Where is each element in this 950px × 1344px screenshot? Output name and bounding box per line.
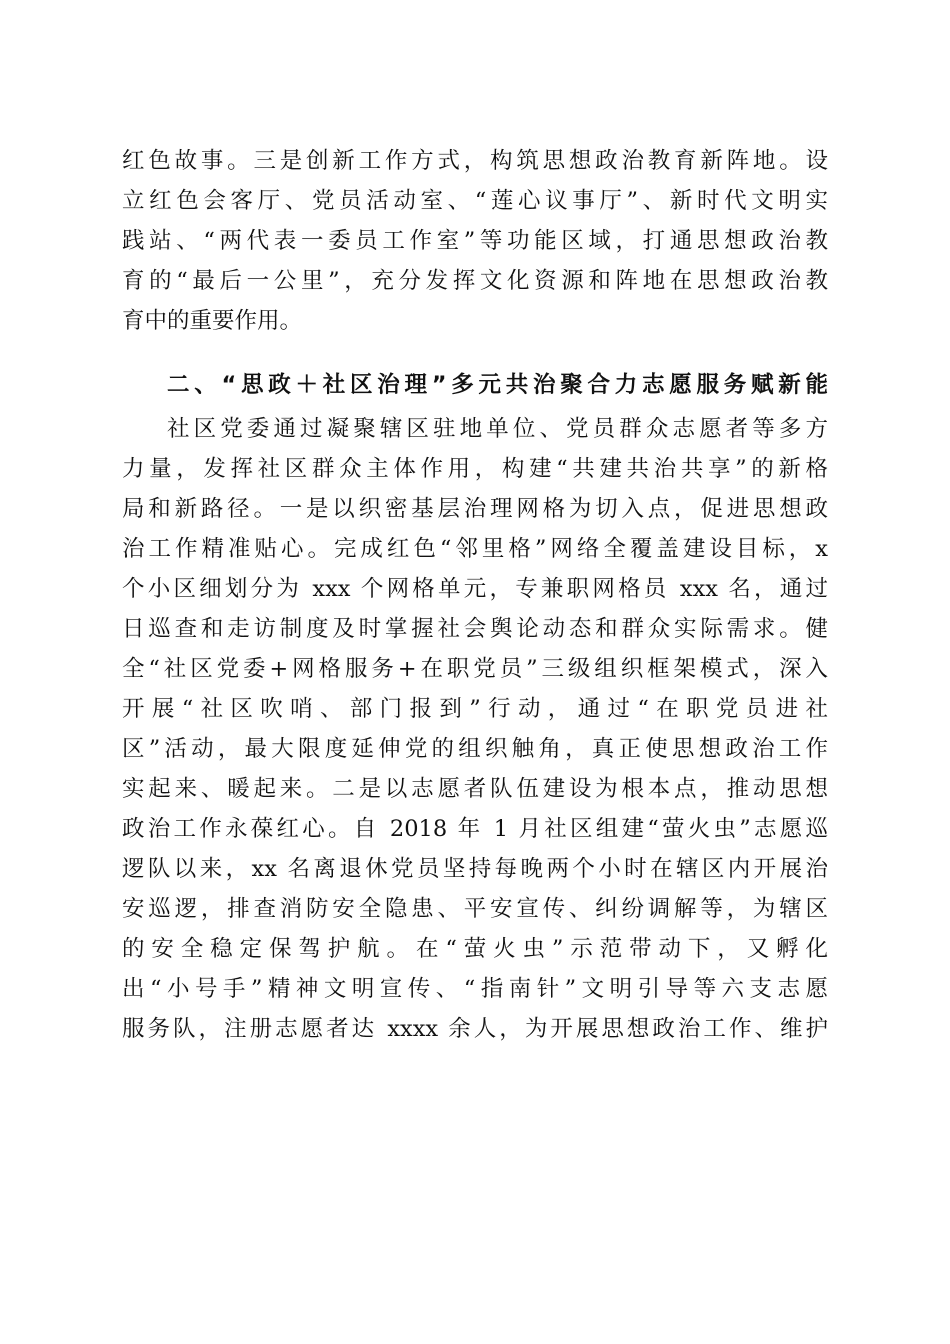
section-heading: 二、“思政＋社区治理”多元共治聚合力志愿服务赋新能 — [167, 372, 828, 398]
paragraph-line: 开展“社区吹哨、部门报到”行动，通过“在职党员进社 — [122, 696, 828, 722]
paragraph-line: 践站、“两代表一委员工作室”等功能区域，打通思想政治教 — [122, 228, 828, 254]
paragraph-line: 全“社区党委+网格服务+在职党员”三级组织框架模式，深入 — [122, 656, 828, 682]
paragraph-line: 出“小号手”精神文明宣传、“指南针”文明引导等六支志愿 — [122, 976, 828, 1002]
paragraph-line: 个小区细划分为 xxx 个网格单元，专兼职网格员 xxx 名，通过 — [122, 576, 828, 602]
paragraph-line: 育中的重要作用。 — [122, 308, 303, 334]
paragraph-line: 红色故事。三是创新工作方式，构筑思想政治教育新阵地。设 — [122, 148, 828, 174]
paragraph-line: 育的“最后一公里”，充分发挥文化资源和阵地在思想政治教 — [122, 268, 828, 294]
paragraph-line: 逻队以来，xx 名离退休党员坚持每晚两个小时在辖区内开展治 — [122, 856, 828, 882]
paragraph-line: 立红色会客厅、党员活动室、“莲心议事厅”、新时代文明实 — [122, 188, 828, 214]
paragraph-line: 社区党委通过凝聚辖区驻地单位、党员群众志愿者等多方 — [167, 416, 828, 442]
paragraph-line: 区”活动，最大限度延伸党的组织触角，真正使思想政治工作 — [122, 736, 828, 762]
paragraph-line: 实起来、暖起来。二是以志愿者队伍建设为根本点，推动思想 — [122, 776, 828, 802]
paragraph-line: 政治工作永葆红心。自 2018 年 1 月社区组建“萤火虫”志愿巡 — [122, 816, 828, 842]
paragraph-line: 日巡查和走访制度及时掌握社会舆论动态和群众实际需求。健 — [122, 616, 828, 642]
paragraph-line: 安巡逻，排查消防安全隐患、平安宣传、纠纷调解等，为辖区 — [122, 896, 828, 922]
paragraph-line: 局和新路径。一是以织密基层治理网格为切入点，促进思想政 — [122, 496, 828, 522]
paragraph-line: 的安全稳定保驾护航。在“萤火虫”示范带动下，又孵化 — [122, 936, 828, 962]
paragraph-line: 力量，发挥社区群众主体作用，构建“共建共治共享”的新格 — [122, 456, 828, 482]
paragraph-line: 治工作精准贴心。完成红色“邻里格”网络全覆盖建设目标，x — [122, 536, 828, 562]
paragraph-line: 服务队，注册志愿者达 xxxx 余人，为开展思想政治工作、维护 — [122, 1016, 828, 1042]
